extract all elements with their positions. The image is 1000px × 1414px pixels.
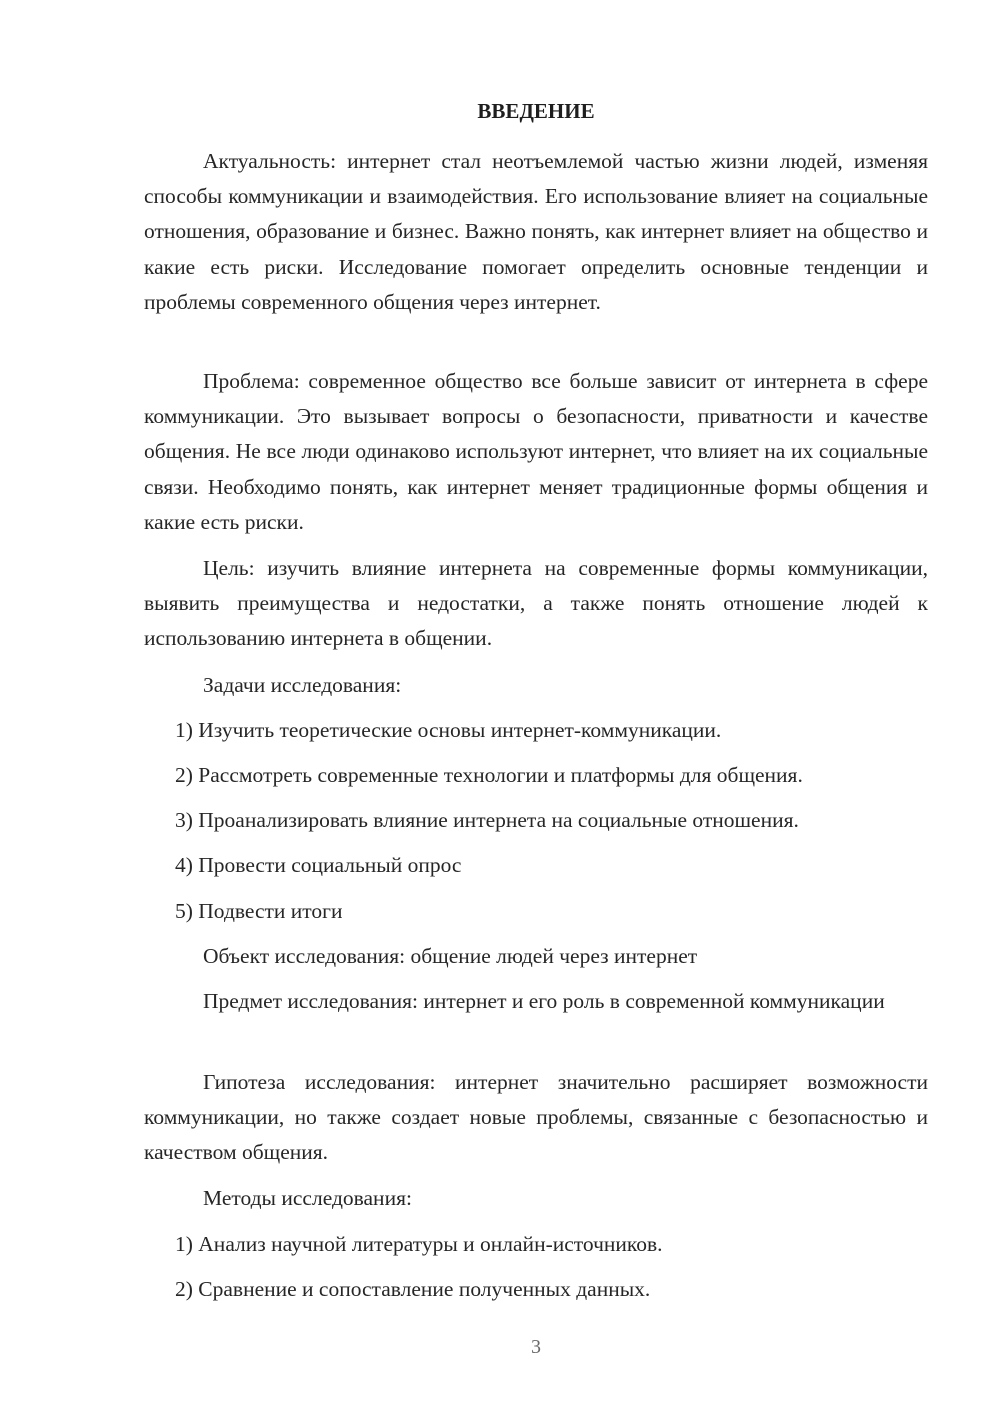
goal-paragraph: Цель: изучить влияние интернета на современные формы коммуникации, выявить преимущества и недостатки, а также понять отношение людей к использованию интернета в общении. <box>144 556 928 651</box>
method-item: 2) Сравнение и сопоставление полученных данных. <box>175 1277 651 1301</box>
problem-paragraph: Проблема: современное общество все больше зависит от интернета в сфере коммуникации. Это вызывает вопросы о безопасности, приватности и качестве общения. Не все люди одинаково используют интернет, что влияет на их социальные связи. Необходимо понять, как интернет меняет традиционные формы общения и какие есть риски. <box>144 369 928 534</box>
task-item: 1) Изучить теоретические основы интернет-коммуникации. <box>175 718 722 742</box>
method-item: 1) Анализ научной литературы и онлайн-источников. <box>175 1232 663 1256</box>
relevance-paragraph: Актуальность: интернет стал неотъемлемой частью жизни людей, изменяя способы коммуникации и взаимодействия. Его использование влияет на социальные отношения, образование и бизнес. Важно понять, как интернет влияет на общество и какие есть риски. Исследование помогает определить основные тенденции и проблемы современного общения через интернет. <box>144 149 928 314</box>
task-item: 4) Провести социальный опрос <box>175 853 462 877</box>
page-number: 3 <box>531 1336 541 1358</box>
methods-heading: Методы исследования: <box>203 1186 412 1210</box>
object-line: Объект исследования: общение людей через интернет <box>203 944 698 968</box>
tasks-heading: Задачи исследования: <box>203 673 402 697</box>
hypothesis-paragraph: Гипотеза исследования: интернет значительно расширяет возможности коммуникации, но также создает новые проблемы, связанные с безопасностью и качеством общения. <box>144 1070 928 1165</box>
section-title: ВВЕДЕНИЕ <box>477 99 595 123</box>
task-item: 3) Проанализировать влияние интернета на социальные отношения. <box>175 808 799 832</box>
task-item: 2) Рассмотреть современные технологии и платформы для общения. <box>175 763 803 787</box>
subject-paragraph: Предмет исследования: интернет и его роль в современной коммуникации <box>203 989 885 1013</box>
task-item: 5) Подвести итоги <box>175 899 343 923</box>
